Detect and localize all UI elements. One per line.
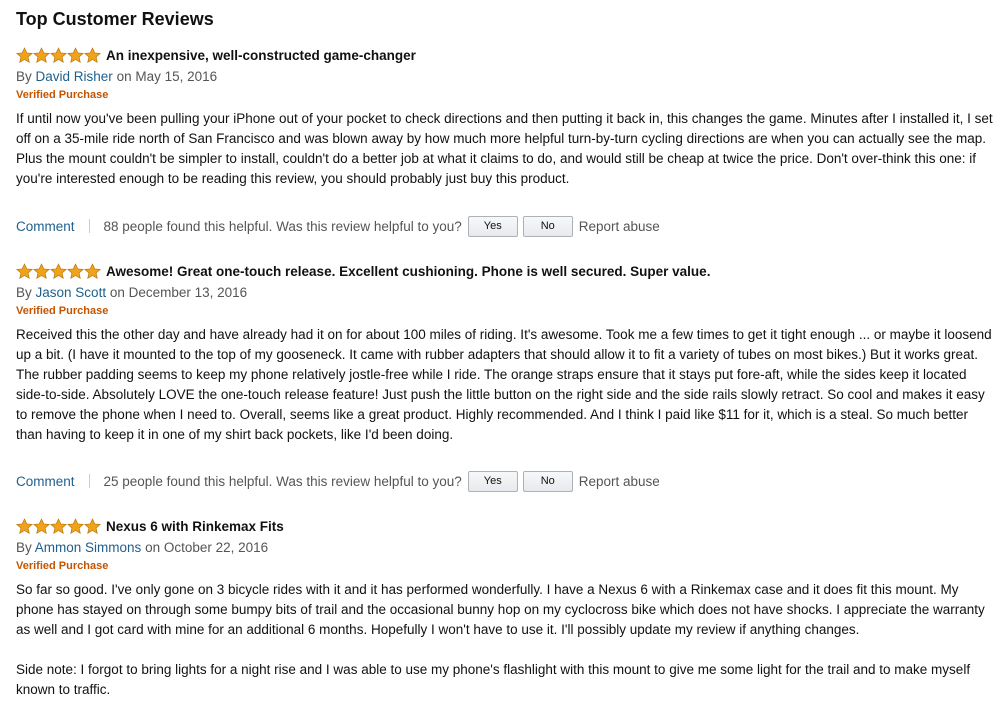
review-title[interactable]: Awesome! Great one-touch release. Excellent cushioning. Phone is well secured. Super value. bbox=[106, 263, 711, 279]
review-card bbox=[16, 516, 994, 700]
star-rating[interactable] bbox=[16, 263, 101, 280]
comment-link[interactable]: Comment bbox=[16, 473, 75, 489]
report-abuse-link[interactable]: Report abuse bbox=[578, 473, 660, 489]
review-actions bbox=[16, 469, 660, 493]
review-date: on May 15, 2016 bbox=[116, 69, 218, 84]
review-date: on December 13, 2016 bbox=[109, 285, 248, 300]
review-byline bbox=[16, 69, 994, 86]
star-icon bbox=[50, 47, 67, 64]
review-body bbox=[16, 109, 994, 189]
star-rating[interactable] bbox=[16, 518, 101, 535]
by-label: By bbox=[16, 540, 32, 555]
star-icon bbox=[67, 518, 84, 535]
review-body bbox=[16, 325, 994, 445]
verified-purchase-badge[interactable]: Verified Purchase bbox=[16, 560, 109, 572]
helpful-no-button[interactable]: No bbox=[523, 216, 573, 237]
star-rating[interactable] bbox=[16, 47, 101, 64]
star-icon bbox=[50, 518, 67, 535]
by-label: By bbox=[16, 285, 32, 300]
helpful-no-button[interactable]: No bbox=[523, 471, 573, 492]
review-paragraph: Received this the other day and have already had it on for about 100 miles of riding. It's awesome. Took me a few times to get it tight enough ... or maybe it loosend up a bit. (I have it mounted to the top of my gooseneck. It came with rubber adapters that should allow it to fit a variety of tubes on most bikes.) But it works great. The rubber padding seems to keep my phone relatively jostle-free while I ride. The orange straps ensure that it stays put fore-aft, while the sides keep it located side-to-side. Absolutely LOVE the one-touch release feature! Just push the little button on the right side and the side rails slowly retract. So cool and makes it easy to remove the phone when I need to. Overall, seems like a great product. Highly recommended. And I think I paid like $11 for it, which is a steal. So much better than having to keep it in one of my shirt back pockets, like I'd been doing. bbox=[16, 327, 992, 442]
star-icon bbox=[84, 263, 101, 280]
star-icon bbox=[33, 263, 50, 280]
helpful-yes-button[interactable]: Yes bbox=[468, 216, 518, 237]
verified-purchase-badge[interactable]: Verified Purchase bbox=[16, 89, 109, 101]
review-header bbox=[16, 516, 994, 536]
review-title[interactable]: An inexpensive, well-constructed game-changer bbox=[106, 47, 416, 63]
star-icon bbox=[67, 47, 84, 64]
review-header bbox=[16, 45, 994, 65]
author-link[interactable]: Ammon Simmons bbox=[34, 540, 142, 555]
review-paragraph: If until now you've been pulling your iPhone out of your pocket to check directions and then putting it back in, this changes the game. Minutes after I installed it, I set off on a 35-mile ride north of San Francisco and was blown away by how much more helpful turn-by-turn cycling directions are when you can actually see the map. Plus the mount couldn't be simpler to install, couldn't do a better job at what it claims to do, and would still be cheap at twice the price. Don't over-think this one: if you're interested enough to be reading this review, you should probably just buy this product. bbox=[16, 111, 993, 186]
author-link[interactable]: David Risher bbox=[35, 69, 113, 84]
review-paragraph: So far so good. I've only gone on 3 bicycle rides with it and it has performed wonderfully. I have a Nexus 6 with a Rinkemax case and it does fit this mount. My phone has stayed on through some bumpy bits of trail and the occasional bunny hop on my cyclocross bike which does not have shocks. I appreciate the warranty as well and I got card with mine for an additional 6 months. Hopefully I won't have to use it. I'll possibly update my review if anything changes. bbox=[16, 582, 985, 637]
star-icon bbox=[16, 518, 33, 535]
review-actions bbox=[16, 214, 660, 238]
review-byline bbox=[16, 285, 994, 302]
helpful-yes-button[interactable]: Yes bbox=[468, 471, 518, 492]
by-label: By bbox=[16, 69, 32, 84]
report-abuse-link[interactable]: Report abuse bbox=[578, 218, 660, 234]
star-icon bbox=[16, 263, 33, 280]
star-icon bbox=[67, 263, 84, 280]
star-icon bbox=[84, 518, 101, 535]
star-icon bbox=[50, 263, 67, 280]
divider bbox=[89, 219, 90, 233]
review-body bbox=[16, 580, 994, 700]
star-icon bbox=[16, 47, 33, 64]
helpful-count-text: 25 people found this helpful. Was this review helpful to you? bbox=[103, 473, 462, 489]
page-title: Top Customer Reviews bbox=[16, 9, 214, 29]
review-title[interactable]: Nexus 6 with Rinkemax Fits bbox=[106, 518, 284, 534]
review-paragraph: Side note: I forgot to bring lights for a night rise and I was able to use my phone's flashlight with this mount to give me some light for the trail and to make myself known to traffic. bbox=[16, 662, 971, 697]
divider bbox=[89, 474, 90, 488]
author-link[interactable]: Jason Scott bbox=[35, 285, 107, 300]
verified-purchase-badge[interactable]: Verified Purchase bbox=[16, 305, 109, 317]
review-card bbox=[16, 45, 994, 189]
review-card bbox=[16, 261, 994, 445]
star-icon bbox=[33, 47, 50, 64]
review-byline bbox=[16, 540, 994, 557]
helpful-count-text: 88 people found this helpful. Was this review helpful to you? bbox=[103, 218, 462, 234]
star-icon bbox=[33, 518, 50, 535]
star-icon bbox=[84, 47, 101, 64]
review-header bbox=[16, 261, 994, 281]
comment-link[interactable]: Comment bbox=[16, 218, 75, 234]
review-date: on October 22, 2016 bbox=[145, 540, 269, 555]
